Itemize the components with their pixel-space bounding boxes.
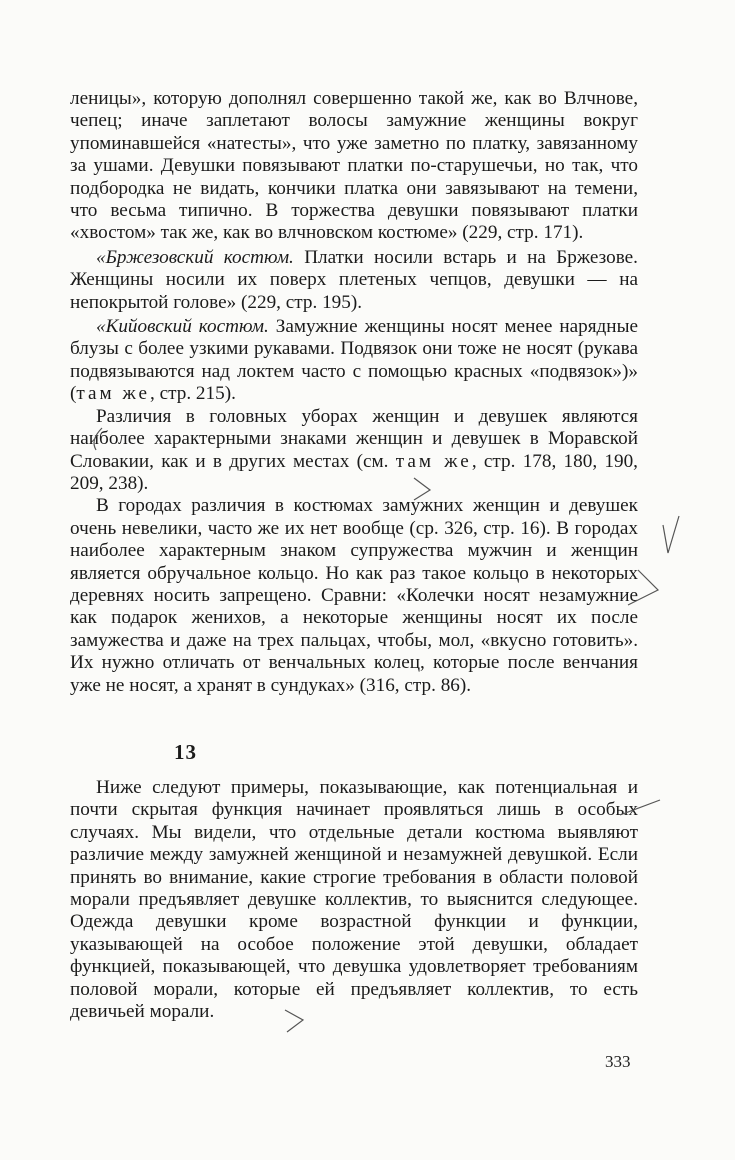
paragraph-3-text: Замужние женщины носят менее нарядные блузы с более узкими рукавами. Подвязок они тоже не носят (рукава подвязываются над локтем часто с помощью красных «подвязок»)» (: [70, 316, 638, 405]
section-paragraph: Ниже следуют примеры, показывающие, как потенциальная и почти скрытая функция начинает проявляться лишь в особых случаях. Мы видели, что отдельные детали костюма выявляют различие между замужней женщиной и незамужней девушкой. Если принять во внимание, какие строгие требования в области половой морали предъявляет девушке коллектив, то выяснится следующее. Одежда девушки кроме возрастной функции и функции, указывающей на особое положение этой девушки, обладает функцией, показывающей, что девушка удовлетворяет требованиям половой морали, которые ей предъявляет коллектив, то есть девичьей морали.: [70, 777, 638, 1023]
pencil-check-mark: [663, 516, 679, 553]
paragraph-3-heading: «Кийовский костюм.: [96, 316, 269, 338]
paragraph-3-text-end: , стр. 215).: [150, 383, 236, 405]
paragraph-4: [70, 406, 638, 496]
paragraph-4-text-end: , стр. 178, 180, 190, 209, 238).: [70, 450, 638, 494]
page-number: 333: [605, 1052, 631, 1071]
paragraph-2-heading: «Бржезовский костюм.: [96, 246, 294, 268]
paragraph-5: В городах различия в костюмах замужних женщин и девушек очень невелики, часто же их нет вообще (ср. 326, стр. 16). В городах наиболее характерным знаком супружества мужчин и женщин является обручальное кольцо. Но как раз такое кольцо в некоторых деревнях носить запрещено. Сравни: «Колечки носят незамужние как подарок женихов, а некоторые женщины носят их после замужества и даже на трех пальцах, чтобы, мол, «вкусно готовить». Их нужно отличать от венчальных колец, которые после венчания уже не носят, а хранят в сундуках» (316, стр. 86).: [70, 495, 638, 696]
paragraph-2-text: Платки носили встарь и на Бржезове. Женщины носили их поверх плетеных чепцов, девушки — на непокрытой голове» (229, стр. 195).: [70, 246, 638, 313]
paragraph-2: [70, 247, 638, 314]
paragraph-4-reference: там же: [395, 450, 472, 472]
section-number: 13: [174, 740, 197, 764]
paragraph-1: леницы», которую дополнял совершенно такой же, как во Влчнове, чепец; иначе заплетают волосы замужние женщины вокруг упоминавшейся «натесты», что уже заметно по платку, завязанному за ушами. Девушки повязывают платки по-старушечьи, но так, что подбородка не видать, кончики платка они завязывают на темени, что весьма типично. В торжества девушки повязывают платки «хвостом» так же, как во влчновском костюме» (229, стр. 171).: [70, 88, 638, 244]
section-text-column: [70, 777, 638, 1023]
paragraph-3-reference: там же: [76, 383, 150, 405]
paragraph-3: [70, 316, 638, 406]
paragraph-4-text: Различия в головных уборах женщин и девушек являются наиболее характерными знаками женщин и девушек в Моравской Словакии, как и в других местах (см.: [70, 405, 638, 472]
text-column: [70, 88, 638, 697]
